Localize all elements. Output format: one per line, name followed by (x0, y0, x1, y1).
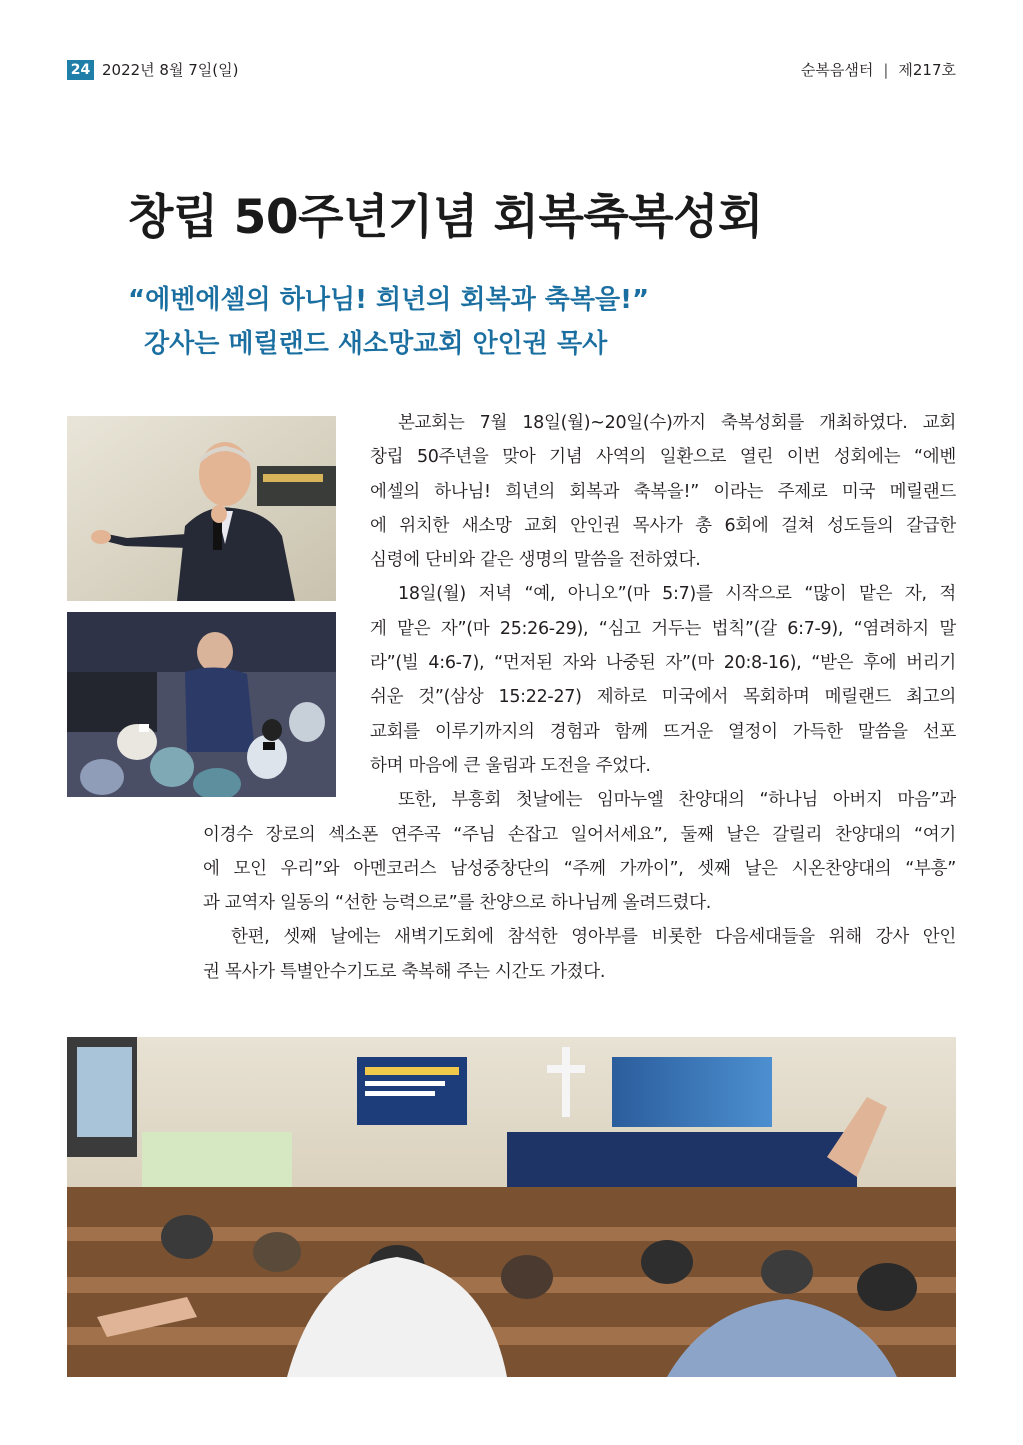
body-line: 게 맡은 자”(마 25:26-29), “심고 거두는 법칙”(갈 6:7-9), “염려하지 말 (370, 618, 956, 639)
body-line: 라”(빌 4:6-7), “먼저된 자와 나중된 자”(마 20:8-16), “받은 후에 버리기 (370, 653, 956, 674)
body-line: 에 위치한 새소망 교회 안인권 목사가 총 6회에 걸쳐 성도들의 갈급한 (370, 515, 956, 536)
body-narrow-column (203, 406, 956, 818)
congregation-photo (67, 1037, 956, 1377)
header-separator: | (883, 61, 889, 79)
body-line: 권 목사가 특별안수기도로 축복해 주는 시간도 가졌다. (203, 961, 606, 982)
subtitle-line-2: 강사는 메릴랜드 새소망교회 안인권 목사 (144, 329, 608, 359)
body-line: 에셀의 하나님! 희년의 회복과 축복을!” 이라는 주제로 미국 메릴랜드 (370, 481, 956, 502)
body-line: 18일(월) 저녁 “예, 아니오”(마 5:7)를 시작으로 “많이 맡은 자, 적 (398, 584, 956, 605)
page-header (67, 58, 956, 82)
issue-date: 2022년 8월 7일(일) (102, 61, 239, 79)
page-number: 24 (67, 60, 94, 80)
body-line: 본교회는 7월 18일(월)~20일(수)까지 축복성회를 개최하였다. 교회 (398, 413, 956, 433)
body-line: 과 교역자 일동의 “선한 능력으로”를 찬양으로 하나님께 올려드렸다. (203, 893, 711, 914)
article-subtitle (128, 278, 649, 366)
publication-info (801, 60, 956, 80)
article-title: 창립 50주년기념 회복축복성회 (128, 190, 763, 245)
body-line: 쉬운 것”(삼상 15:22-27) 제하로 미국에서 목회하며 메릴랜드 최고의 (370, 687, 956, 708)
body-line: 교회를 이루기까지의 경험과 함께 뜨거운 열정이 가득한 말씀을 선포 (370, 721, 956, 742)
article-body (203, 406, 956, 989)
publication-name: 순복음샘터 (800, 61, 874, 79)
body-line: 또한, 부흥회 첫날에는 임마누엘 찬양대의 “하나님 아버지 마음”과 (398, 790, 956, 811)
body-line: 에 모인 우리”와 아멘코러스 남성중창단의 “주께 가까이”, 셋째 날은 시온찬양대의 “부흥” (203, 858, 956, 879)
body-line: 심령에 단비와 같은 생명의 말씀을 전하였다. (370, 550, 701, 571)
issue-number: 제217호 (898, 61, 956, 79)
body-wide-column (203, 818, 956, 989)
body-line: 창립 50주년을 맞아 기념 사역의 일환으로 열린 이번 성회에는 “에벤 (370, 447, 956, 468)
subtitle-line-1: “에벤에셀의 하나님! 희년의 회복과 축복을!” (128, 285, 650, 315)
body-line: 이경수 장로의 섹소폰 연주곡 “주님 손잡고 일어서세요”, 둘째 날은 갈릴리 찬양대의 “여기 (203, 824, 956, 845)
body-line: 한편, 셋째 날에는 새벽기도회에 참석한 영아부를 비롯한 다음세대들을 위해 강사 안인 (231, 927, 956, 948)
body-line: 하며 마음에 큰 울림과 도전을 주었다. (370, 755, 651, 776)
